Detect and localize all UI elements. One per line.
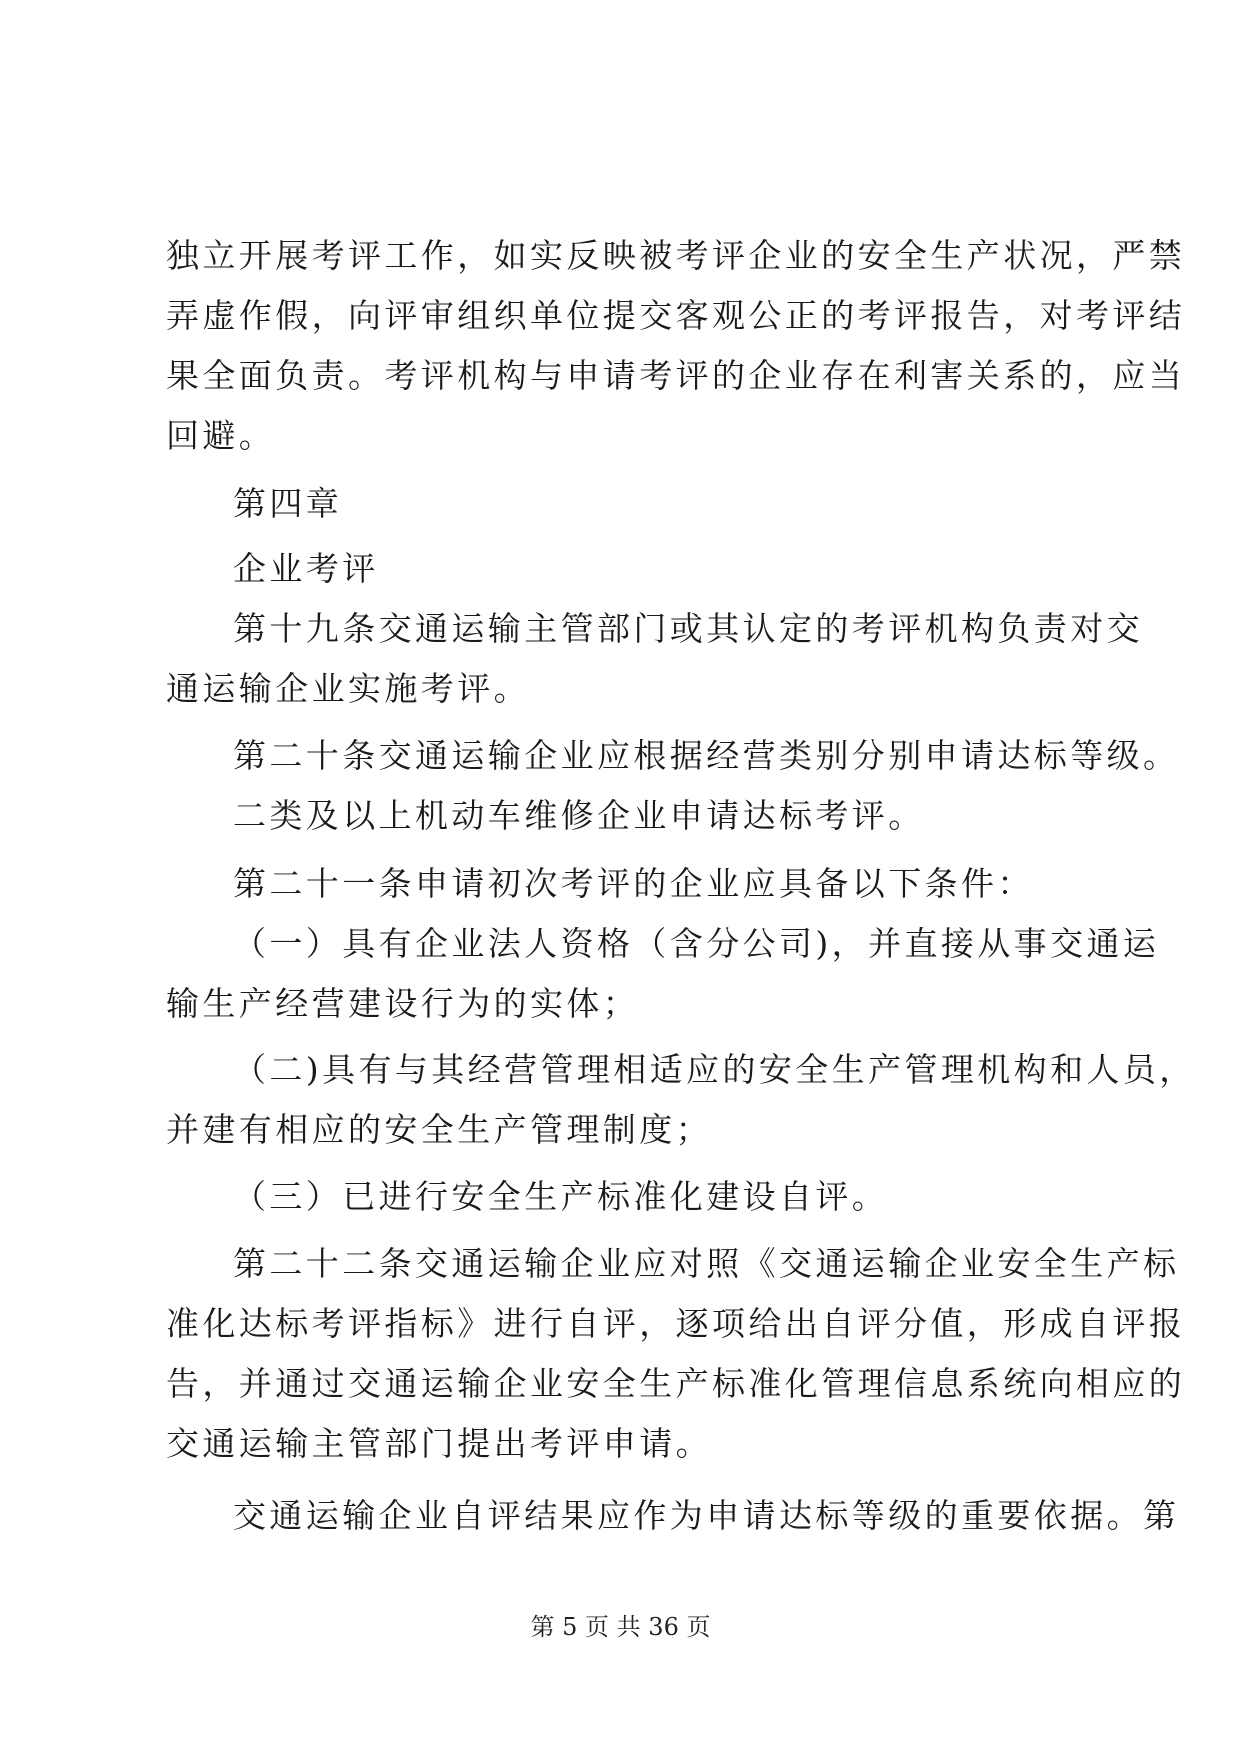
text-line: 交通运输主管部门提出考评申请。: [166, 1424, 712, 1463]
text-line: （三）已进行安全生产标准化建设自评。: [233, 1177, 889, 1216]
text-line: 第二十一条申请初次考评的企业应具备以下条件：: [233, 864, 1034, 903]
text-line: 二类及以上机动车维修企业申请达标考评。: [233, 796, 925, 835]
text-line: 弄虚作假，向评审组织单位提交客观公正的考评报告，对考评结: [166, 296, 1186, 335]
text-line: 输生产经营建设行为的实体；: [166, 984, 640, 1023]
text-line: （一）具有企业法人资格（含分公司)，并直接从事交通运: [233, 924, 1160, 963]
text-line: 回避。: [166, 416, 276, 455]
text-line: 第二十二条交通运输企业应对照《交通运输企业安全生产标: [233, 1244, 1180, 1283]
text-line: 果全面负责。考评机构与申请考评的企业存在利害关系的，应当: [166, 356, 1186, 395]
text-line: （二)具有与其经营管理相适应的安全生产管理机构和人员，: [233, 1050, 1196, 1089]
text-line: 第十九条交通运输主管部门或其认定的考评机构负责对交: [233, 609, 1143, 648]
text-line: 准化达标考评指标》进行自评，逐项给出自评分值，形成自评报: [166, 1304, 1186, 1343]
text-line: 交通运输企业自评结果应作为申请达标等级的重要依据。第: [233, 1496, 1180, 1535]
text-line: 独立开展考评工作，如实反映被考评企业的安全生产状况，严禁: [166, 236, 1186, 275]
text-line: 并建有相应的安全生产管理制度；: [166, 1110, 712, 1149]
text-line: 通运输企业实施考评。: [166, 669, 530, 708]
chapter-number: 第四章: [233, 484, 343, 523]
text-line: 告，并通过交通运输企业安全生产标准化管理信息系统向相应的: [166, 1364, 1186, 1403]
text-line: 第二十条交通运输企业应根据经营类别分别申请达标等级。: [233, 736, 1180, 775]
page-footer: 第 5 页 共 36 页: [530, 1613, 711, 1641]
chapter-title: 企业考评: [233, 549, 379, 588]
